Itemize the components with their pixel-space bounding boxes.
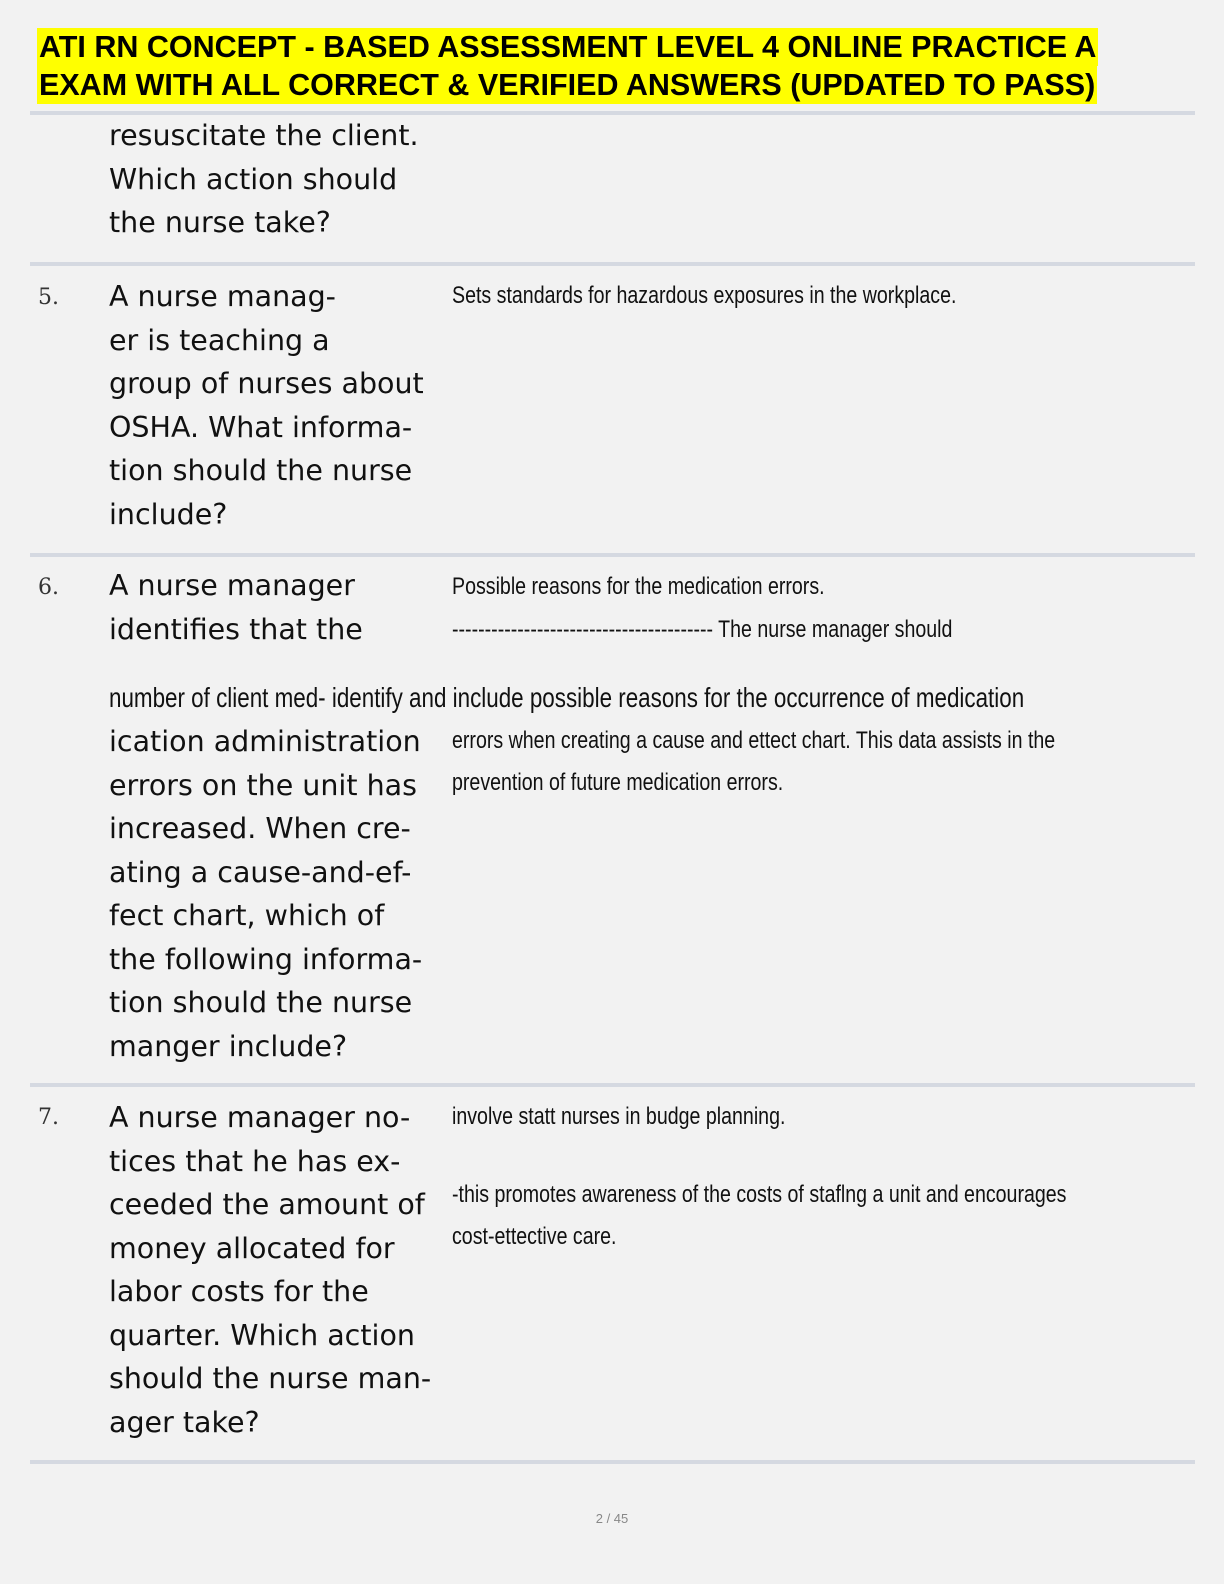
answer-line: involve statt nurses in budge planning. — [452, 1103, 786, 1130]
question-line: ication administration — [109, 725, 421, 758]
question-number: 5. — [38, 285, 59, 310]
row-divider — [30, 1460, 1195, 1464]
question-line: the nurse take? — [109, 206, 331, 239]
question-line: errors on the unit has — [109, 768, 417, 802]
question-line: increased. When cre- — [109, 812, 411, 845]
question-line: tices that he has ex- — [109, 1144, 401, 1178]
question-line: manger include? — [109, 1029, 348, 1063]
question-line: A nurse manag- — [109, 280, 336, 313]
answer-line: ---------------------------------------- The nurse manager should — [452, 616, 953, 643]
answer-text: Sets standards for hazardous exposures in the workplace. — [452, 282, 957, 309]
question-line: Which action should — [109, 162, 398, 196]
row-divider — [30, 553, 1195, 557]
question-line: tion should the nurse — [109, 986, 413, 1019]
question-line: money allocated for — [109, 1231, 395, 1265]
merged-text-line: number of client med- identify and include possible reasons for the occurrence of medication — [109, 682, 1025, 713]
answer-line: -this promotes awareness of the costs of staflng a unit and encourages — [452, 1181, 1067, 1208]
question-text-top — [109, 564, 445, 651]
question-line: should the nurse man- — [109, 1362, 432, 1395]
question-line: tion should the nurse — [109, 454, 413, 487]
question-line: A nurse manager no- — [109, 1101, 411, 1134]
question-text — [109, 1096, 445, 1444]
question-text — [109, 275, 445, 536]
question-number: 6. — [38, 575, 59, 600]
question-line: er is teaching a — [109, 323, 330, 357]
question-number: 7. — [38, 1105, 59, 1130]
page-indicator: 2 / 45 — [595, 1511, 629, 1526]
question-line: group of nurses about — [109, 367, 424, 400]
answer-line: errors when creating a cause and ettect chart. This data assists in the — [452, 727, 1056, 754]
title-line-1: ATI RN CONCEPT - BASED ASSESSMENT LEVEL 4 ONLINE PRACTICE A — [39, 30, 1097, 64]
document-title — [37, 28, 1197, 104]
question-line: labor costs for the — [109, 1275, 369, 1308]
question-line: OSHA. What informa- — [109, 410, 413, 444]
question-line: ceeded the amount of — [109, 1188, 425, 1221]
answer-line: cost-ettective care. — [452, 1223, 617, 1250]
answer-line: prevention of future medication errors. — [452, 769, 784, 796]
question-line: fect chart, which of — [109, 899, 385, 932]
row-divider — [30, 1083, 1195, 1087]
title-line-2: EXAM WITH ALL CORRECT & VERIFIED ANSWERS (UPDATED TO PASS) — [39, 68, 1096, 102]
question-line: ating a cause-and-ef- — [109, 855, 412, 889]
answer-line: Possible reasons for the medication errors. — [452, 573, 825, 600]
continued-question — [109, 114, 445, 245]
question-line: identifies that the — [109, 612, 363, 646]
question-line: resuscitate the client. — [109, 119, 419, 152]
question-line: quarter. Which action — [109, 1318, 415, 1352]
question-line: A nurse manager — [109, 569, 355, 602]
row-divider — [30, 262, 1195, 266]
question-line: include? — [109, 497, 228, 531]
question-text-bottom — [109, 720, 445, 1068]
question-line: the following informa- — [109, 942, 423, 976]
question-line: ager take? — [109, 1405, 260, 1439]
